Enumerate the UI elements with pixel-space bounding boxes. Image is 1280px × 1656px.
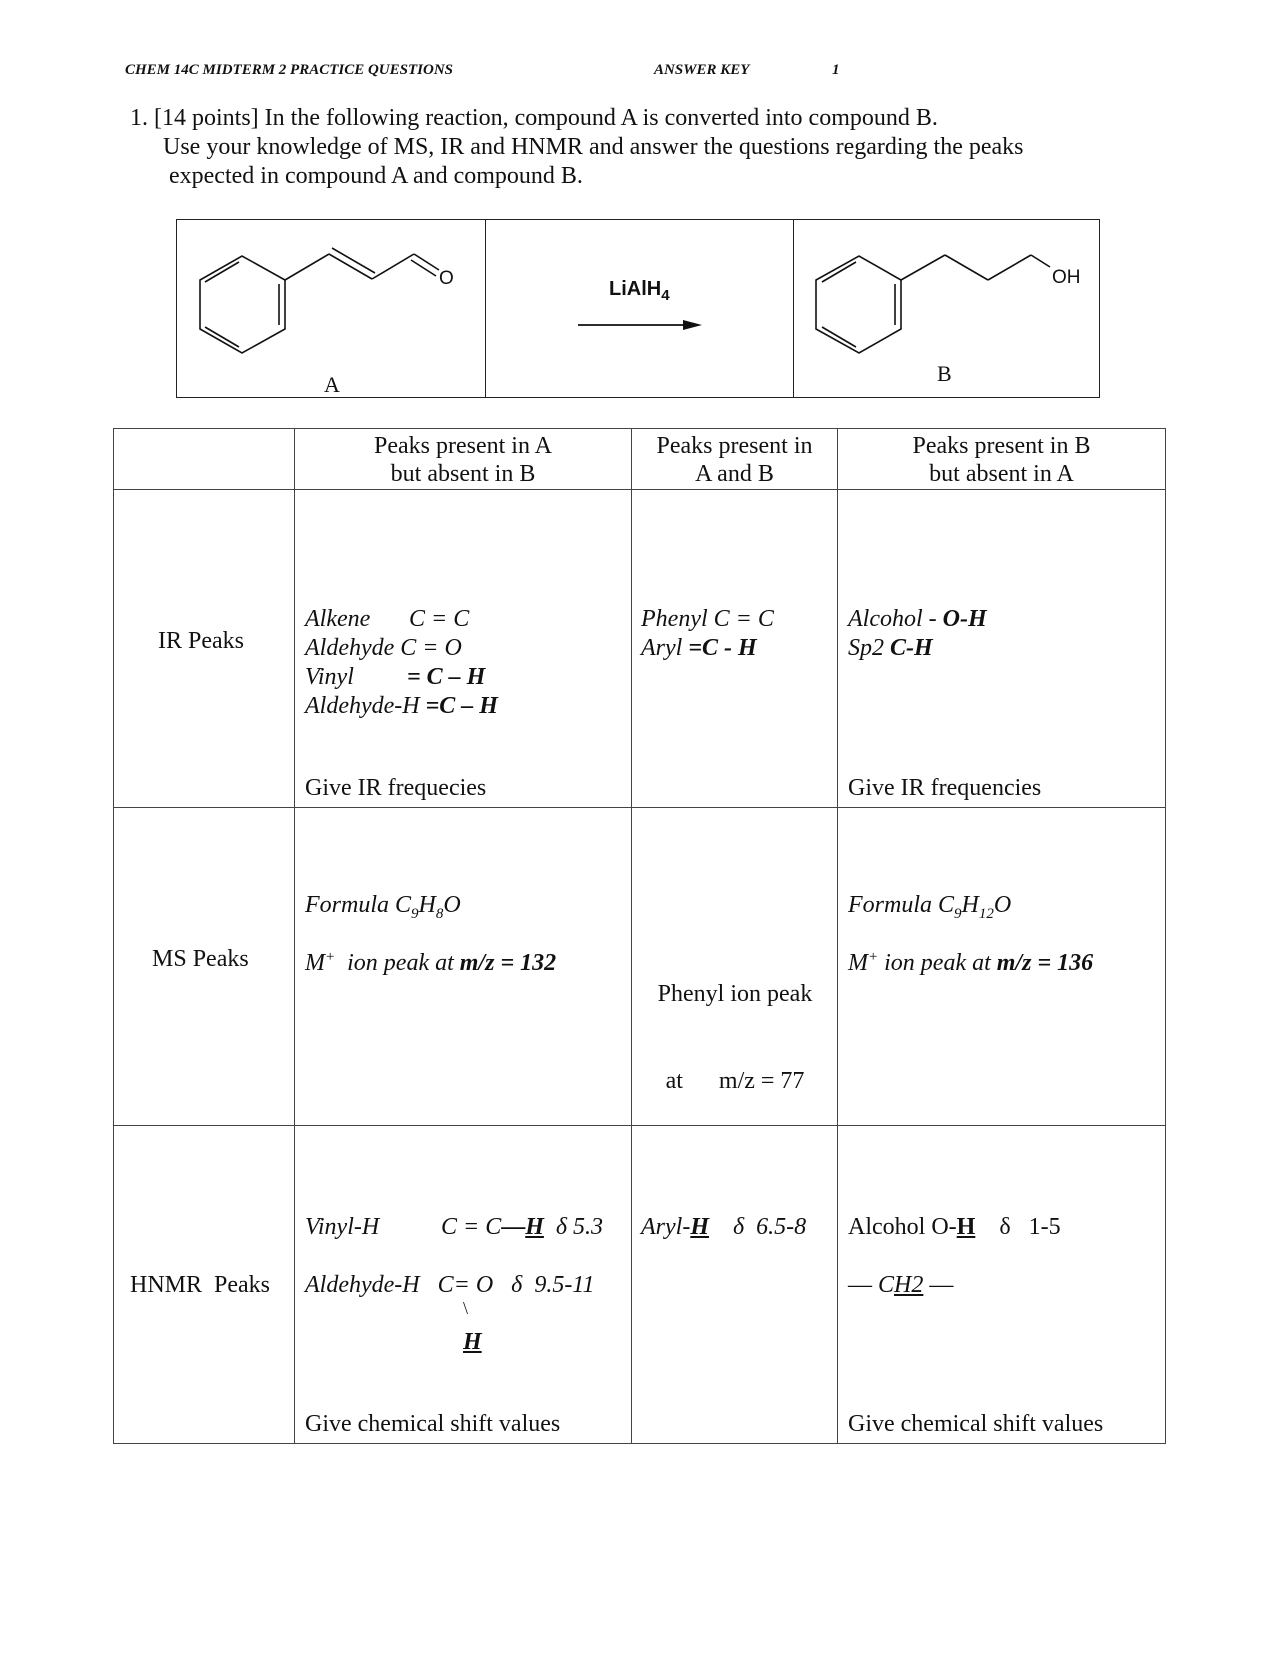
ms-a-ion-value: m/z = 132	[459, 950, 557, 976]
ir-a-item-name: Alkene	[305, 606, 371, 632]
ir-label-cell	[114, 490, 295, 808]
ir-ab-item-bond: =C - H	[688, 635, 757, 661]
ms-a-formula-post: O	[443, 892, 461, 918]
compound-a-cell	[177, 220, 486, 397]
header-a-and-b-line2: A and B	[695, 461, 774, 487]
ms-a-ion-text: ion peak at	[335, 950, 460, 976]
ir-b-item	[848, 605, 987, 634]
hnmr-ab-aryl	[641, 1214, 806, 1241]
ir-ab-item-name: Phenyl	[641, 606, 708, 632]
ms-b-formula-sub2: 12	[978, 905, 994, 922]
ms-a-formula	[305, 892, 461, 923]
hnmr-b-ch2: — CH2 —	[848, 1272, 954, 1298]
hnmr-a-prompt: Give chemical shift values	[305, 1411, 561, 1437]
ms-row	[114, 808, 1166, 1126]
ir-b-list	[848, 605, 987, 663]
ir-ab-cell	[632, 490, 838, 808]
ms-b-ion	[848, 949, 1093, 977]
hnmr-b-cell	[838, 1126, 1166, 1444]
page-number: 1	[832, 62, 840, 78]
ir-b-item-name: Sp2	[848, 635, 890, 661]
ms-a-ion-pre: M	[305, 950, 325, 976]
hnmr-b-name: Alcohol O-	[848, 1214, 957, 1240]
ms-label-cell	[114, 808, 295, 1126]
ir-row	[114, 490, 1166, 808]
hnmr-a-aldehyde-shift: δ 9.5-11	[511, 1272, 595, 1298]
header-b-not-a	[838, 429, 1166, 490]
ir-b-cell	[838, 490, 1166, 808]
ir-a-item	[305, 605, 498, 634]
ir-b-item-name: Alcohol -	[848, 606, 943, 632]
ms-ab-line-1: Phenyl ion peak	[657, 981, 813, 1007]
hnmr-ab-shift: δ 6.5-8	[732, 1214, 807, 1240]
reaction-scheme	[176, 219, 1100, 398]
ms-a-ion	[305, 949, 556, 977]
ir-a-cell	[295, 490, 632, 808]
ir-b-prompt: Give IR frequencies	[848, 775, 1042, 801]
ir-a-item-bond: C = O	[400, 635, 462, 661]
ms-ab-cell	[632, 808, 838, 1126]
question-line-2: Use your knowledge of MS, IR and HNMR and answer the questions regarding the peaks	[163, 134, 1024, 160]
ir-a-list	[305, 605, 498, 721]
reagent-main: LiAlH	[609, 278, 662, 300]
header-b-not-a-line1: Peaks present in B	[912, 433, 1091, 459]
hnmr-a-vinyl-name: Vinyl-H	[305, 1214, 380, 1240]
hnmr-a-aldehyde-struct: C= O	[437, 1272, 494, 1298]
hnmr-a-aldehyde	[305, 1272, 595, 1299]
ir-a-item-name: Aldehyde-H	[305, 693, 420, 719]
ms-b-ion-pre: M	[848, 950, 868, 976]
ir-ab-item-name: Aryl	[641, 635, 683, 661]
hnmr-ab-h: H	[690, 1214, 709, 1240]
ms-row-label: MS Peaks	[152, 946, 249, 972]
ms-a-formula-pre: Formula C	[305, 892, 412, 918]
ms-b-ion-value: m/z = 136	[996, 950, 1094, 976]
ir-ab-item-bond: C = C	[713, 606, 774, 632]
atom-oh-label: OH	[1052, 267, 1081, 288]
ir-b-item-bond: C-H	[890, 635, 933, 661]
ir-a-item-name: Vinyl	[305, 664, 354, 690]
header-a-not-b-line1: Peaks present in A	[374, 433, 552, 459]
compound-b-cell	[793, 220, 1099, 397]
hnmr-a-cell	[295, 1126, 632, 1444]
ir-a-item	[305, 634, 498, 663]
hnmr-row-label: HNMR Peaks	[130, 1272, 271, 1298]
table-header-row	[114, 429, 1166, 490]
peaks-table	[113, 428, 1166, 1444]
ms-a-formula-sub1: 9	[411, 905, 419, 922]
ir-b-item-bond: O-H	[942, 606, 987, 632]
hnmr-b-ch2-h2: H2	[894, 1272, 924, 1298]
reaction-arrow	[485, 220, 793, 399]
ms-b-formula-sub1: 9	[954, 905, 962, 922]
hnmr-ab-name: Aryl-	[641, 1214, 691, 1240]
header-empty	[114, 429, 295, 490]
header-a-and-b	[632, 429, 838, 490]
ir-a-prompt: Give IR frequecies	[305, 775, 487, 801]
ms-a-ion-sup: +	[325, 949, 336, 965]
ir-b-item	[848, 634, 987, 663]
ir-a-item	[305, 692, 498, 721]
ir-ab-list	[641, 605, 774, 663]
hnmr-a-aldehyde-bond: \	[463, 1298, 469, 1318]
hnmr-row	[114, 1126, 1166, 1444]
hnmr-a-vinyl-h: H	[525, 1214, 544, 1240]
ms-b-ion-text: ion peak at	[878, 950, 997, 976]
compound-a-label: A	[324, 372, 340, 397]
ms-b-cell	[838, 808, 1166, 1126]
hnmr-a-vinyl-shift: δ 5.3	[555, 1214, 604, 1240]
question-line-3: expected in compound A and compound B.	[169, 163, 583, 189]
hnmr-a-aldehyde-name: Aldehyde-H	[305, 1272, 420, 1298]
ms-b-formula	[848, 892, 1011, 923]
header-b-not-a-line2: but absent in A	[929, 461, 1074, 487]
ms-ab-text	[632, 922, 838, 1154]
header-a-not-b-line2: but absent in B	[390, 461, 536, 487]
ir-a-item-bond: C = C	[409, 606, 470, 632]
ms-b-formula-post: O	[993, 892, 1012, 918]
ms-a-cell	[295, 808, 632, 1126]
hnmr-a-aldehyde-h: H	[463, 1329, 482, 1355]
ir-a-item-name: Aldehyde	[305, 635, 395, 661]
ir-ab-item	[641, 634, 774, 663]
atom-o-label: O	[439, 268, 454, 289]
header-a-not-b	[295, 429, 632, 490]
reagent-cell	[485, 220, 794, 397]
ms-a-formula-sub2: 8	[435, 905, 444, 922]
reagent-subscript: 4	[661, 287, 670, 304]
hnmr-b-ch2-c: C	[878, 1272, 895, 1298]
hnmr-a-vinyl: Vinyl-H C = C—H δ 5.3	[305, 1214, 604, 1240]
hnmr-label-cell	[114, 1126, 295, 1444]
hnmr-b-prompt: Give chemical shift values	[848, 1411, 1104, 1437]
hnmr-a-vinyl-struct: C = C	[441, 1214, 502, 1240]
hnmr-b-alcohol	[848, 1214, 1061, 1241]
ir-a-item-bond: = C – H	[407, 664, 486, 690]
answer-key-label: ANSWER KEY	[654, 62, 750, 78]
hnmr-b-shift: δ 1-5	[999, 1214, 1061, 1240]
ms-b-formula-mid: H	[961, 892, 979, 918]
hnmr-b-h: H	[956, 1214, 976, 1240]
ir-ab-item	[641, 605, 774, 634]
ir-a-item-bond: =C – H	[425, 693, 498, 719]
question-text	[130, 104, 1130, 191]
header-a-and-b-line1: Peaks present in	[656, 433, 813, 459]
ms-ab-line-2: at m/z = 77	[665, 1068, 805, 1094]
ms-a-formula-mid: H	[418, 892, 436, 918]
ir-row-label: IR Peaks	[158, 628, 244, 654]
course-header: CHEM 14C MIDTERM 2 PRACTICE QUESTIONS	[125, 62, 453, 78]
compound-b-label: B	[937, 361, 952, 386]
hnmr-ab-cell	[632, 1126, 838, 1444]
ir-a-item	[305, 663, 498, 692]
question-line-1: 1. [14 points] In the following reaction, compound A is converted into compound B.	[130, 105, 938, 131]
ms-b-ion-sup: +	[868, 949, 879, 965]
ms-b-formula-pre: Formula C	[848, 892, 955, 918]
